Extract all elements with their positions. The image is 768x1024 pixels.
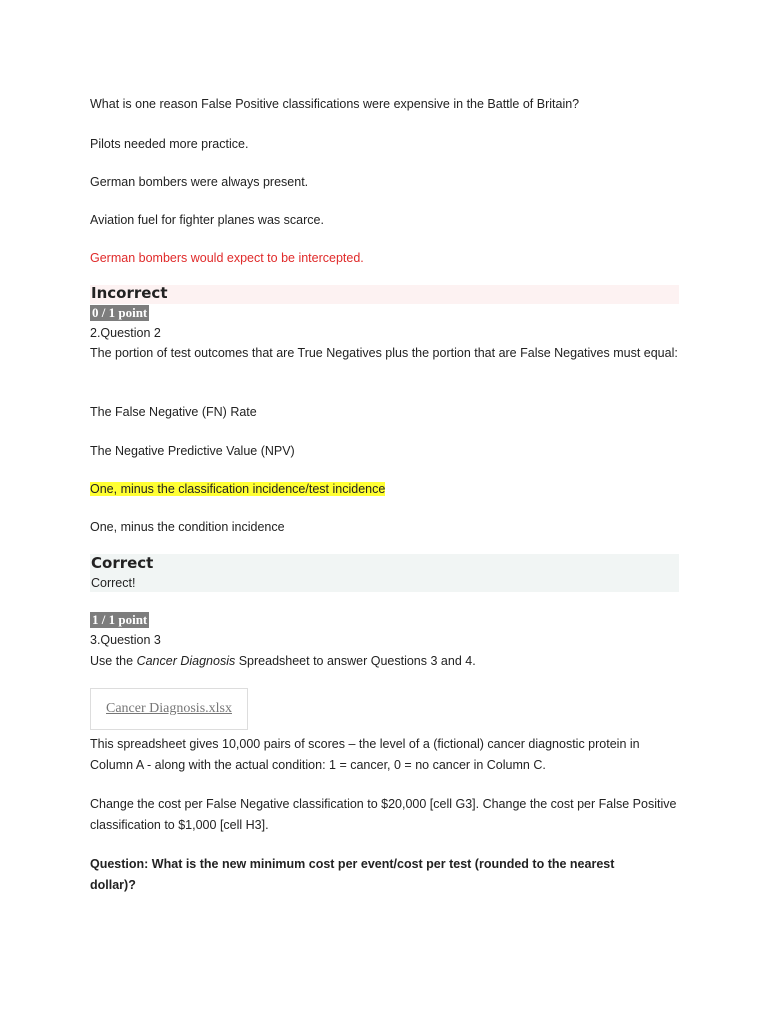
q1-option-2[interactable]: German bombers were always present. <box>90 175 309 189</box>
q2-result-label: Correct <box>91 554 154 572</box>
q3-instruction <box>90 654 476 668</box>
q1-option-3[interactable]: Aviation fuel for fighter planes was scarce. <box>90 213 324 227</box>
q3-instruction-italic: Cancer Diagnosis <box>136 654 236 668</box>
q2-option-3-label: One, minus the classification incidence/test incidence <box>90 482 386 496</box>
q2-option-4[interactable]: One, minus the condition incidence <box>90 520 285 534</box>
q2-feedback: Correct! <box>91 576 136 590</box>
q1-result-label: Incorrect <box>91 284 168 302</box>
q1-points-badge: 0 / 1 point <box>92 305 148 320</box>
q3-question: Question: What is the new minimum cost per event/cost per test (rounded to the nearest dollar)? <box>90 857 615 892</box>
q3-description: This spreadsheet gives 10,000 pairs of scores – the level of a (fictional) cancer diagnostic protein in Column A - along with the actual condition: 1 = cancer, 0 = no cancer in Column C. <box>90 737 640 772</box>
q3-number-label: 3.Question 3 <box>90 633 161 647</box>
q2-number-label: 2.Question 2 <box>90 326 161 340</box>
attachment-link[interactable]: Cancer Diagnosis.xlsx <box>106 701 232 716</box>
q1-prompt: What is one reason False Positive classifications were expensive in the Battle of Britain? <box>90 97 580 111</box>
q1-result-banner <box>90 285 679 304</box>
q3-instruction-post: Spreadsheet to answer Questions 3 and 4. <box>235 654 476 668</box>
q3-change-instructions: Change the cost per False Negative classification to $20,000 [cell G3]. Change the cost per False Positive classification to $1,000 [cell H3]. <box>90 797 677 832</box>
q1-option-4-selected[interactable]: German bombers would expect to be intercepted. <box>90 251 364 265</box>
attachment-box <box>90 688 248 730</box>
q2-option-3-selected[interactable] <box>90 482 385 496</box>
q2-option-2[interactable]: The Negative Predictive Value (NPV) <box>90 444 295 458</box>
q2-option-1[interactable]: The False Negative (FN) Rate <box>90 405 257 419</box>
q2-prompt: The portion of test outcomes that are True Negatives plus the portion that are False Negatives must equal: <box>90 346 678 360</box>
q2-points-badge: 1 / 1 point <box>92 612 148 627</box>
q2-result-banner <box>90 554 679 592</box>
q3-instruction-pre: Use the <box>90 654 137 668</box>
q1-option-1[interactable]: Pilots needed more practice. <box>90 137 249 151</box>
